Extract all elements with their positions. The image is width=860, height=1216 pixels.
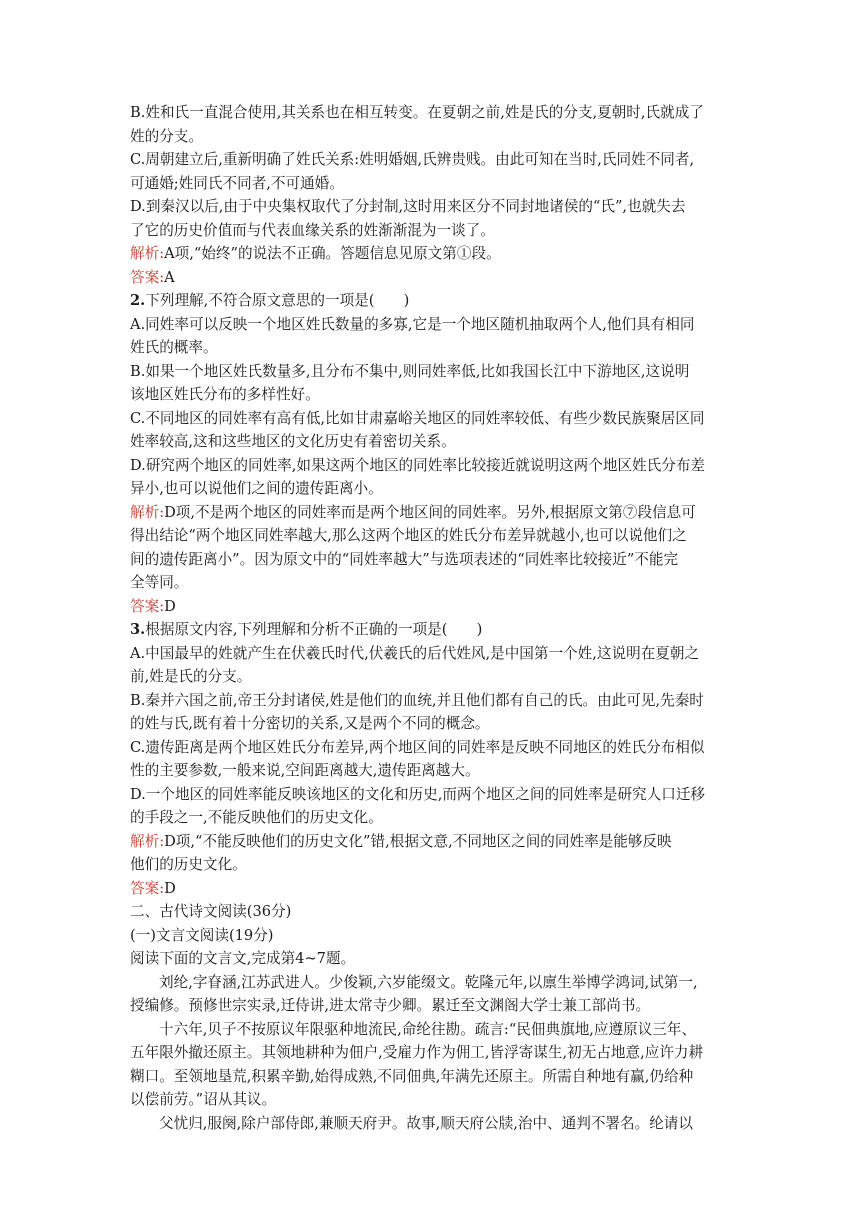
passage-para-1-line-2: 授编修。预修世宗实录,迁侍讲,进太常寺少卿。累迁至文渊阁大学士兼工部尚书。 (130, 997, 651, 1014)
analysis-label: 解析: (130, 503, 165, 521)
passage-para-2-line-3: 糊口。至领地垦荒,积累辛勤,始得成熟,不同佃典,年满先还原主。所需自种地有赢,仍给种 (130, 1067, 694, 1085)
question-3-block (130, 618, 742, 900)
q2-analysis-line-4: 全等同。 (130, 574, 189, 591)
q3-answer-value: D (164, 879, 176, 897)
section-2-block (130, 900, 742, 1135)
q2-number: 2. (130, 292, 146, 309)
q1-answer-value: A (164, 268, 175, 286)
q3-option-d-line-1: D.一个地区的同姓率能反映该地区的文化和历史,而两个地区之间的同姓率是研究人口迁移 (130, 785, 706, 803)
q3-number: 3. (130, 621, 146, 638)
q3-stem-text: 根据原文内容,下列理解和分析不正确的一项是( ) (145, 621, 483, 638)
q1-option-c-line-1: C.周朝建立后,重新明确了姓氏关系:姓明婚姻,氏辨贵贱。由此可知在当时,氏同姓不同者, (130, 151, 695, 168)
question-2-block (130, 289, 742, 618)
analysis-label: 解析: (130, 245, 165, 262)
q1-analysis (130, 242, 742, 266)
q2-option-c-line-1: C.不同地区的同姓率有高有低,比如甘肃嘉峪关地区的同姓率较低、有些少数民族聚居区同 (130, 409, 705, 427)
q3-analysis-line-2: 他们的历史文化。 (130, 856, 247, 873)
q2-option-b-line-1: B.如果一个地区姓氏数量多,且分布不集中,则同姓率低,比如我国长江中下游地区,这说明 (130, 362, 690, 380)
q3-analysis-line-1 (130, 830, 742, 854)
answer-label: 答案: (130, 268, 165, 286)
q2-analysis-text: D项,不是两个地区的同姓率而是两个地区间的同姓率。另外,根据原文第⑦段信息可 (164, 503, 696, 521)
answer-label: 答案: (130, 597, 165, 615)
passage-para-3-line-1: 父忧归,服阕,除户部侍郎,兼顺天府尹。故事,顺天府公牍,治中、通判不署名。纶请以 (159, 1114, 693, 1132)
q3-stem (130, 618, 742, 642)
q1-option-d-line-2: 了它的历史价值而与代表血缘关系的姓渐渐混为一谈了。 (130, 221, 495, 239)
q3-option-c-line-2: 性的主要参数,一般来说,空间距离越大,遗传距离越大。 (130, 762, 480, 779)
q2-answer (130, 595, 742, 619)
q2-option-d-line-2: 异小,也可以说他们之间的遗传距离小。 (130, 480, 383, 497)
q2-answer-value: D (164, 597, 176, 615)
reading-instruction: 阅读下面的文言文,完成第4~7题。 (130, 950, 356, 967)
question-1-block (130, 101, 742, 289)
q1-option-c-line-2: 可通婚;姓同氏不同者,不可通婚。 (130, 174, 344, 192)
q2-analysis-line-3: 间的遗传距离小”。因为原文中的“同姓率越大”与选项表述的“同姓率比较接近”不能完 (130, 550, 679, 568)
q2-option-d-line-1: D.研究两个地区的同姓率,如果这两个地区的同姓率比较接近就说明这两个地区姓氏分布差 (130, 456, 706, 474)
q2-option-c-line-2: 姓率较高,这和这些地区的文化历史有着密切关系。 (130, 433, 456, 450)
q3-option-d-line-2: 的手段之一,不能反映他们的历史文化。 (130, 809, 383, 826)
q1-option-b-line-1: B.姓和氏一直混合使用,其关系也在相互转变。在夏朝之前,姓是氏的分支,夏朝时,氏就成了 (130, 104, 704, 121)
q3-option-c-line-1: C.遗传距离是两个地区姓氏分布差异,两个地区间的同姓率是反映不同地区的姓氏分布相似 (130, 738, 705, 756)
section-heading: 二、古代诗文阅读(36分) (130, 903, 292, 920)
q2-option-a-line-1: A.同姓率可以反映一个地区姓氏数量的多寡,它是一个地区随机抽取两个人,他们具有相同 (130, 315, 695, 333)
q3-option-a-line-2: 前,姓是氏的分支。 (130, 668, 252, 685)
passage-para-2-line-4: 以偿前劳。”诏从其议。 (130, 1091, 277, 1108)
passage-para-1-line-1: 刘纶,字眘涵,江苏武进人。少俊颖,六岁能缀文。乾隆元年,以廪生举博学鸿词,试第一, (159, 973, 698, 991)
analysis-label: 解析: (130, 832, 165, 850)
q2-option-b-line-2: 该地区姓氏分布的多样性好。 (130, 386, 320, 403)
q2-analysis-line-2: 得出结论“两个地区同姓率越大,那么这两个地区的姓氏分布差异就越小,也可以说他们之 (130, 527, 687, 544)
answer-label: 答案: (130, 879, 165, 897)
q2-stem (130, 289, 742, 313)
q2-option-a-line-2: 姓氏的概率。 (130, 339, 218, 356)
subsection-heading: (一)文言文阅读(19分) (130, 926, 274, 944)
q1-option-d-line-1: D.到秦汉以后,由于中央集权取代了分封制,这时用来区分不同封地诸侯的“氏”,也就失去 (130, 198, 686, 215)
q3-analysis-text: D项,“不能反映他们的历史文化”错,根据文意,不同地区之间的同姓率是能够反映 (164, 832, 672, 850)
q2-analysis-line-1 (130, 501, 742, 525)
q3-answer (130, 877, 742, 901)
q3-option-b-line-2: 的姓与氏,既有着十分密切的关系,又是两个不同的概念。 (130, 715, 490, 732)
passage-para-2-line-1: 十六年,贝子不按原议年限驱种地流民,命纶往勘。疏言:“民佃典旗地,应遵原议三年、 (159, 1020, 697, 1038)
q3-option-a-line-1: A.中国最早的姓就产生在伏羲氏时代,伏羲氏的后代姓风,是中国第一个姓,这说明在夏朝之 (130, 644, 700, 662)
q1-analysis-text: A项,“始终”的说法不正确。答题信息见原文第①段。 (164, 245, 501, 262)
q3-option-b-line-1: B.秦并六国之前,帝王分封诸侯,姓是他们的血统,并且他们都有自己的氏。由此可见,先秦时 (130, 691, 704, 709)
q2-stem-text: 下列理解,不符合原文意思的一项是( ) (145, 292, 410, 309)
q1-option-b-line-2: 姓的分支。 (130, 127, 203, 145)
passage-para-2-line-2: 五年限外撤还原主。其领地耕种为佃户,受雇力作为佣工,皆浮寄谋生,初无占地意,应许力耕 (130, 1044, 704, 1061)
q1-answer (130, 266, 742, 290)
